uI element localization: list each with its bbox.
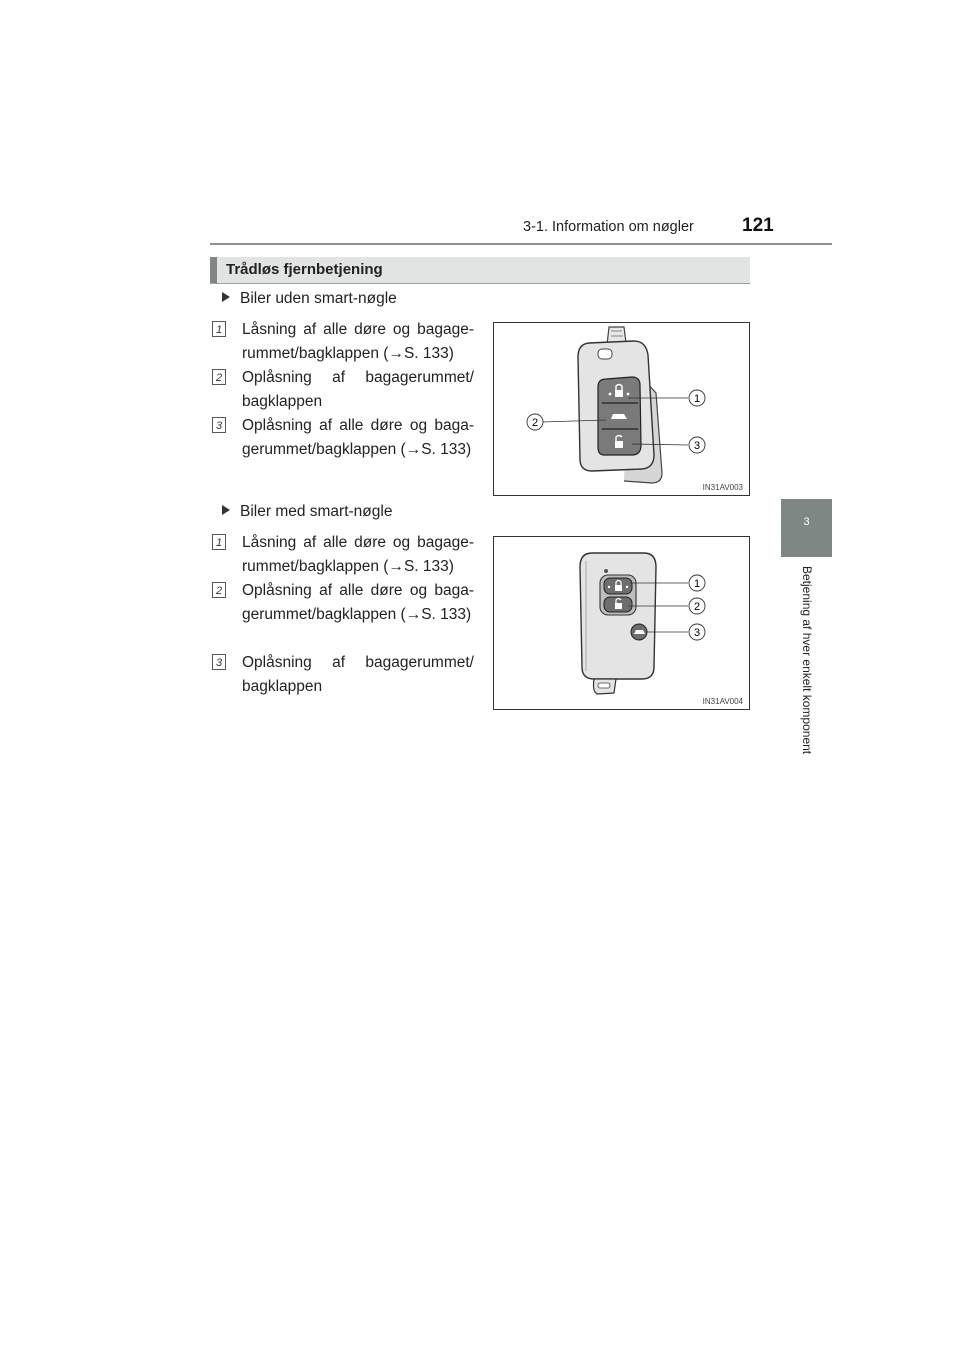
item-number-badge: 2	[212, 582, 226, 598]
callout-1: 1	[693, 578, 701, 590]
item-text: Oplåsning af alle døre og baga-gerummet/bagklappen (→S. 133)	[242, 417, 474, 458]
page-number: 121	[742, 215, 774, 236]
item-text: Låsning af alle døre og bagage-rummet/bagklappen (→S. 133)	[242, 534, 474, 575]
section-heading-bar	[210, 257, 217, 283]
list-item	[212, 651, 474, 699]
group-heading-text: Biler med smart-nøgle	[240, 503, 393, 520]
section-heading	[210, 257, 750, 284]
figure-code: IN31AV003	[702, 483, 743, 492]
item-number-badge: 3	[212, 654, 226, 670]
callout-2: 2	[693, 601, 701, 613]
group-heading-no-smart-key	[222, 290, 397, 308]
chapter-tab	[781, 499, 832, 557]
item-number-badge: 1	[212, 534, 226, 550]
item-text: Oplåsning af bagagerummet/ bagklappen	[242, 654, 474, 695]
list-item	[212, 579, 474, 627]
smart-key-illustration	[494, 537, 749, 709]
callout-1: 1	[693, 393, 701, 405]
list-item	[212, 366, 474, 414]
group-heading-text: Biler uden smart-nøgle	[240, 290, 397, 307]
item-number-badge: 2	[212, 369, 226, 385]
section-breadcrumb: 3-1. Information om nøgler	[523, 219, 694, 235]
chapter-title: Betjening af hver enkelt komponent	[800, 566, 814, 755]
callout-2: 2	[531, 417, 539, 429]
item-text: Låsning af alle døre og bagage-rummet/bagklappen (→S. 133)	[242, 321, 474, 362]
figure-smart-key	[493, 536, 750, 710]
chapter-number: 3	[803, 516, 810, 528]
callout-3: 3	[693, 440, 701, 452]
list-item	[212, 414, 474, 462]
figure-folding-key	[493, 322, 750, 496]
triangle-bullet-icon	[222, 505, 230, 515]
folding-key-illustration	[494, 323, 749, 495]
item-text: Oplåsning af alle døre og baga-gerummet/bagklappen (→S. 133)	[242, 582, 474, 623]
header-rule	[210, 243, 832, 245]
group-heading-smart-key	[222, 503, 392, 521]
item-number-badge: 1	[212, 321, 226, 337]
list-item	[212, 531, 474, 579]
item-number-badge: 3	[212, 417, 226, 433]
figure-code: IN31AV004	[702, 697, 743, 706]
callout-3: 3	[693, 627, 701, 639]
section-title: Trådløs fjernbetjening	[226, 261, 383, 278]
list-item	[212, 318, 474, 366]
triangle-bullet-icon	[222, 292, 230, 302]
item-text: Oplåsning af bagagerummet/ bagklappen	[242, 369, 474, 410]
